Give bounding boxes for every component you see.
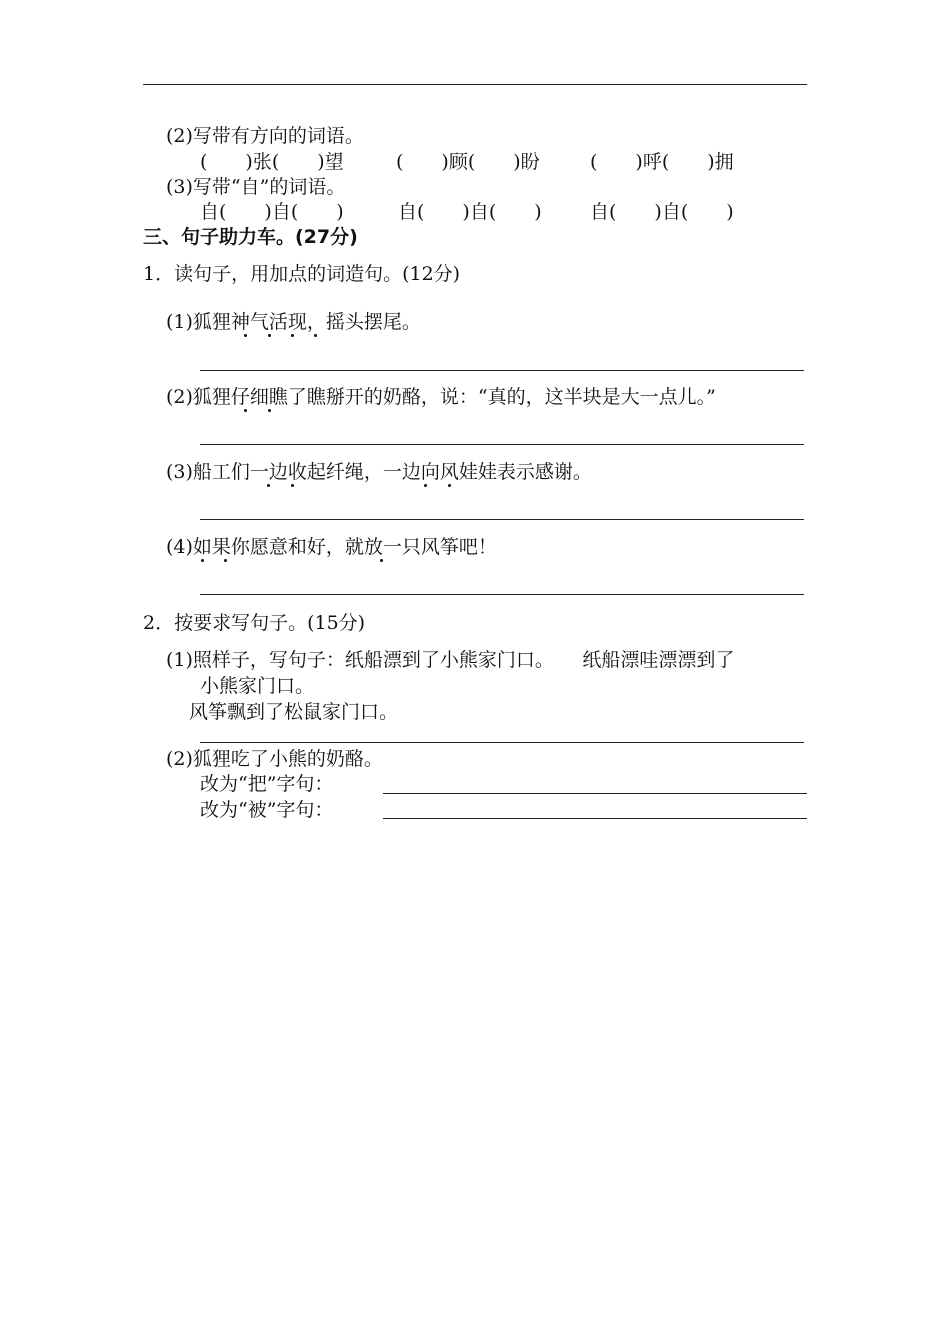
s1-item-3: (3)船工们一边收起纤绳，一边向风娃娃表示感谢。 xyxy=(166,461,592,483)
emphasis-dot xyxy=(424,484,427,487)
answer-line-5[interactable] xyxy=(200,742,804,743)
emphasis-dot xyxy=(291,484,294,487)
emphasis-dot xyxy=(448,484,451,487)
bei-sentence-label: 改为“被”字句： xyxy=(200,799,334,821)
emphasis-dot xyxy=(314,334,317,337)
s1-item-1: (1)狐狸神气活现，摇头摆尾。 xyxy=(166,311,421,333)
emphasis-dot xyxy=(268,409,271,412)
s2-item-1-line-1: (1)照样子，写句子：纸船漂到了小熊家门口。 纸船漂哇漂漂到了 xyxy=(166,649,735,671)
q2-label: (2)写带有方向的词语。 xyxy=(166,125,364,147)
section-3-heading: 三、句子助力车。(27分) xyxy=(143,226,358,248)
emphasis-dot xyxy=(244,409,247,412)
q3-blank-group-1[interactable]: 自( )自( ) xyxy=(200,201,344,223)
s1-item-4: (4)如果你愿意和好，就放一只风筝吧！ xyxy=(166,536,497,558)
sub2-title: 2．按要求写句子。(15分) xyxy=(143,612,366,634)
header-rule xyxy=(143,84,807,85)
ba-sentence-label: 改为“把”字句： xyxy=(200,773,334,795)
emphasis-dot xyxy=(291,334,294,337)
q3-label: (3)写带“自”的词语。 xyxy=(166,176,346,198)
emphasis-dot xyxy=(224,559,227,562)
answer-line-1[interactable] xyxy=(200,370,804,371)
emphasis-dot xyxy=(268,334,271,337)
q2-blank-group-2[interactable]: ( )顾( )盼 xyxy=(396,151,540,173)
s1-item-2: (2)狐狸仔细瞧了瞧掰开的奶酪，说：“真的，这半块是大一点儿。” xyxy=(166,386,716,408)
emphasis-dot xyxy=(244,334,247,337)
bei-answer-line[interactable] xyxy=(383,818,807,819)
emphasis-dot xyxy=(380,559,383,562)
q3-blank-group-2[interactable]: 自( )自( ) xyxy=(398,201,542,223)
s2-item-1-line-2: 小熊家门口。 xyxy=(200,675,315,697)
answer-line-4[interactable] xyxy=(200,594,804,595)
q2-blank-group-1[interactable]: ( )张( )望 xyxy=(200,151,344,173)
answer-line-3[interactable] xyxy=(200,519,804,520)
ba-answer-line[interactable] xyxy=(383,793,807,794)
answer-line-2[interactable] xyxy=(200,444,804,445)
emphasis-dot xyxy=(267,484,270,487)
q2-blank-group-3[interactable]: ( )呼( )拥 xyxy=(590,151,734,173)
s2-item-1-prompt: 风筝飘到了松鼠家门口。 xyxy=(189,701,399,723)
s2-item-2: (2)狐狸吃了小熊的奶酪。 xyxy=(166,748,383,770)
sub1-title: 1．读句子，用加点的词造句。(12分) xyxy=(143,263,461,285)
q3-blank-group-3[interactable]: 自( )自( ) xyxy=(590,201,734,223)
emphasis-dot xyxy=(201,559,204,562)
